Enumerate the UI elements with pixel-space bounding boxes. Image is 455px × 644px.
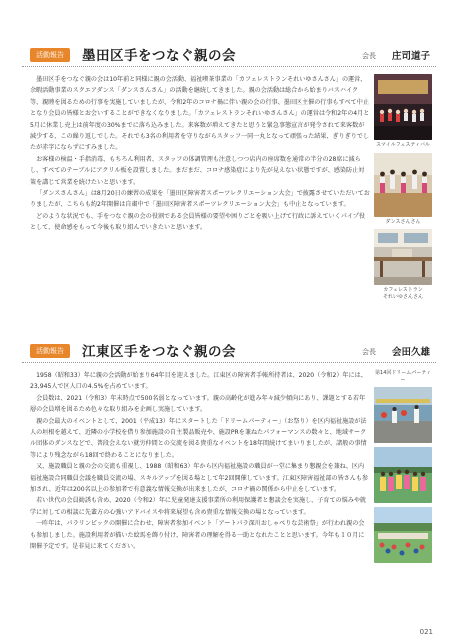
- photo-caption: カフェレストラン それいゆさんさん: [382, 287, 423, 300]
- section-header: [22, 340, 436, 362]
- page-number: 021: [419, 628, 433, 636]
- photo-caption: 第14回ドリームパーティー: [375, 370, 431, 383]
- photo-dance: [374, 153, 432, 217]
- photo-dream-party-stage: [374, 387, 432, 443]
- section-koto: [22, 340, 436, 551]
- paragraph: 墨田区手をつなぐ親の会は10年前と同様に親の会活動、福祉喫茶事業の「カフェレストランそれいゆさんさん」の運営、余暇活動事業のスクエアダンス「ダンスさんさん」の活動を継続してきました。親の会活動は総合から始まりバスハイク等、親睦を図るための行事を実施していましたが、令和2年のコロナ禍に伴い親の会の行事、墨田区主催の行事もすべて中止となり会員の皆様とお会いすることができなくなりました。「カフェレストランそれいゆさんさん」の運営は令和2年の4月と5月に休業し売上は前年度の30%までに落ち込みました。来客数が増えてきたと思うと緊急事態宣言が発令されて来客数が減少する、この繰り返しでした。それでも3名の利用者を守りながらスタッフ一同一丸となって頑張った結果、ぎりぎりでしたが赤字にならずにすみました。: [30, 76, 370, 152]
- section-sumida: [22, 44, 436, 300]
- paragraph: 一昨年は、パラリンピックの開催に合わせ、障害者参加イベント「アートパラ深川おしゃべりな芸術祭」が行われ親の会も参加しました。施設利用者が描いた絵馬を飾り付け、障害者の理解を得る一助となれたことと思います。今年も１０月に開催予定です。是非見に来てください。: [30, 520, 365, 551]
- paragraph: お客様の検温・手指消毒、もちろん利用者、スタッフの体調管理も注意しつつ店内の座席数を通常の半分の28席に減らし、すべてのテーブルにアクリル板を設置しました。まだまだ、コロナ感染症により先が見えない状態ですが、感染防止対策を講じて営業を続けたいと思います。: [30, 155, 365, 186]
- paragraph: どのような状況でも、手をつなぐ親の会の役割である会員皆様の要望や困りごとを吸い上げて行政に訴えていくパイプ役として、使命感をもって今後も取り組んでいきたいと思います。: [30, 212, 365, 232]
- paragraph: 又、施設職員と親の会の交流も重視し、1988（昭和63）年から区内福祉施設の職員が一堂に集まり懇親会を兼ね、区内福祉施設合同職員会議を職員交流の場、スキルアップを図る場として年2回開催しています。江東区障害福祉部の皆さんも参加され、近年は200名以上の参加者で有意義な情報交換が出来ましたが、コロナ禍の関係から中止をしています。: [30, 463, 369, 494]
- photo-cafe: [374, 229, 432, 285]
- dotted-divider: [22, 362, 436, 363]
- paragraph: 若い世代の会員勧誘も含め、2020（令和2）年に児童発達支援事業所の利用保護者と懇談会を実施し、子育ての悩みや就学に対しての相談に先輩方の心強いアドバイスや将来展望も含め貴重な情報交換の場となっています。: [30, 497, 367, 516]
- author-role: 会長: [362, 52, 376, 60]
- photo-column: [374, 74, 432, 304]
- photo-caption: スマイルフェスティバル: [375, 142, 431, 148]
- paragraph: 1958（昭和33）年に親の会活動が始まり64年目を迎えました。江東区の障害者手帳所持者は、2020（令和2）年には、23,945人で区人口の4.5%を占めています。: [30, 372, 367, 391]
- article-body: [30, 370, 370, 553]
- section-title: 墨田区手をつなぐ親の会: [82, 48, 236, 64]
- photo-column: [374, 370, 432, 563]
- article-body: [30, 74, 370, 234]
- photo-dream-party-dance: [374, 447, 432, 503]
- paragraph: 会員数は、2021（令和3）年末時点で500名弱となっています。親の高齢化が進み年々減少傾向にあり、課題とする若年層の会員増を図るため色々な取り組みを企画し実施しています。: [30, 394, 366, 414]
- author-name: 庄司道子: [391, 51, 430, 62]
- author-role: 会長: [362, 348, 376, 356]
- author-name: 会田久雄: [391, 347, 430, 358]
- activity-report-tag: 活動報告: [30, 344, 70, 358]
- activity-report-tag: 活動報告: [30, 48, 70, 62]
- dotted-divider: [22, 66, 436, 67]
- photo-smile-festival: [374, 74, 432, 140]
- paragraph: 「ダンスさんさん」は8月20日の練習の成果を「墨田区障害者スポーツレクリエーション大会」で披露させていただいておりましたが、こちらも約2年開催は自粛中で「墨田区障害者スポーツレクリエーション大会」も中止となっています。: [30, 190, 370, 209]
- paragraph: 親の会最大のイベントとして、2001（平成13）年にスタートした「ドリームパーティー」（お祭り）を区内福祉施設が法人の垣根を越えて、近隣の小学校を借り参加施設の自主製品販売や、施設PRを兼ねたパフォーマンスの数々と、地域サークル団体のダンスなどで、普段会えない就労仲間との交流を図る貴重なイベントを18年間続けてまいりましたが、諸般の事情等により残念ながら18回で終わることになりました。: [30, 417, 367, 459]
- section-header: [22, 44, 436, 66]
- photo-caption: ダンスさんさん: [385, 218, 421, 225]
- section-title: 江東区手をつなぐ親の会: [82, 344, 236, 360]
- photo-dream-party-crowd: [374, 507, 432, 563]
